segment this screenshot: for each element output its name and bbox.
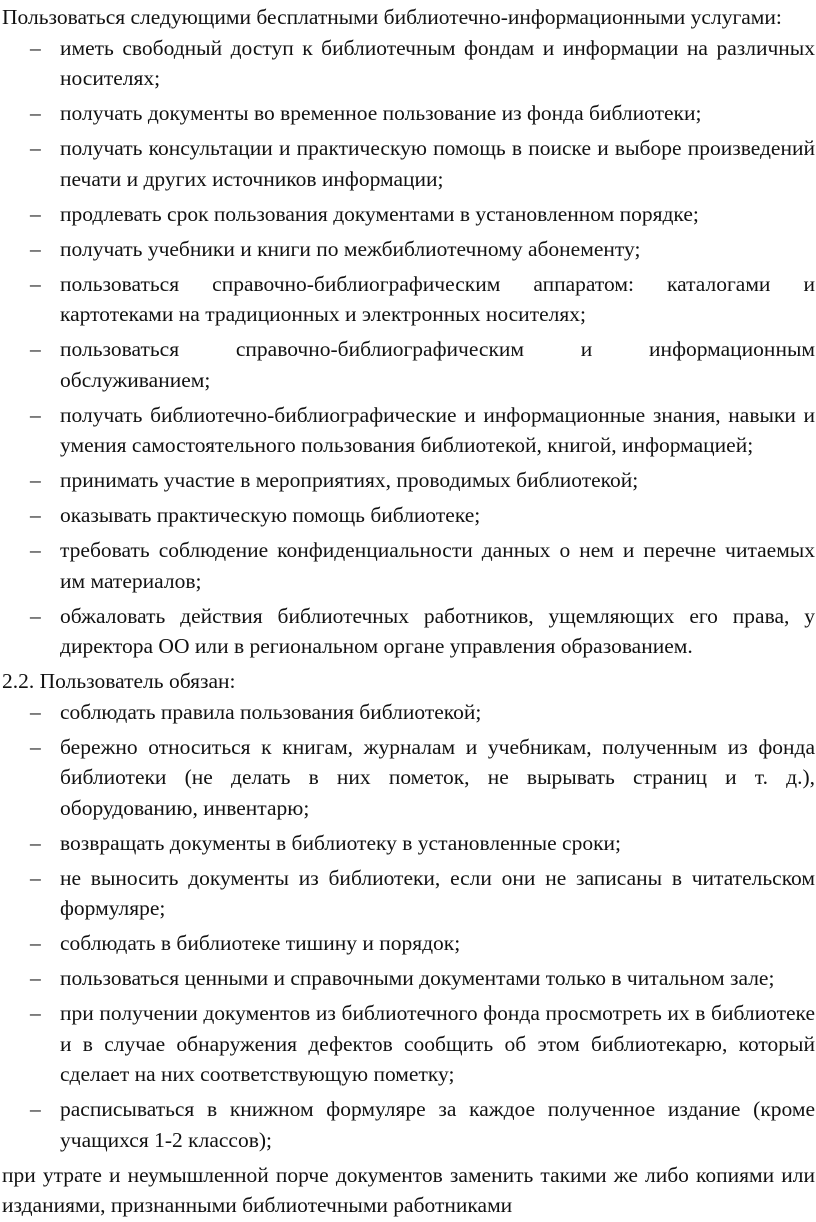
list-item — [2, 535, 815, 596]
list-item-text: получать учебники и книги по межбиблиотечному абонементу; — [60, 236, 641, 261]
dash-marker: – — [30, 402, 41, 427]
list-item — [2, 732, 815, 824]
list-item-text: соблюдать правила пользования библиотекой; — [60, 699, 482, 724]
dash-marker: – — [30, 271, 41, 296]
dash-marker: – — [30, 1001, 41, 1025]
list-item-text: возвращать документы в библиотеку в установленные сроки; — [60, 830, 622, 855]
list-item — [2, 863, 815, 924]
dash-marker: – — [30, 931, 41, 955]
list-item — [2, 133, 815, 194]
dash-marker: – — [30, 830, 41, 855]
list-item — [2, 963, 815, 994]
list-item-text: принимать участие в мероприятиях, проводимых библиотекой; — [60, 468, 639, 492]
list-item — [2, 400, 815, 461]
list-item — [2, 601, 815, 662]
list-item — [2, 465, 815, 496]
list-item — [2, 998, 815, 1090]
dash-marker: – — [30, 603, 41, 628]
list-item-text: бережно относиться к книгам, журналам и учебникам, полученным из фонда библиотеки (не делать в них пометок, не вырывать страниц и т. д.), оборудованию, инвентарю; — [60, 734, 815, 820]
list-item-text: при получении документов из библиотечного фонда просмотреть их в библиотеке и в случае обнаружения дефектов сообщить об этом библиотекарю, который сделает на них соответствующую пометку; — [60, 1001, 815, 1086]
list-item — [2, 697, 815, 728]
list-item — [2, 928, 815, 959]
list-item-text: не выносить документы из библиотеки, если они не записаны в читательском формуляре; — [60, 865, 815, 920]
list-item — [2, 334, 815, 395]
list-item-text: расписываться в книжном формуляре за каждое полученное издание (кроме учащихся 1-2 классов); — [60, 1097, 815, 1152]
rights-list — [2, 33, 815, 662]
list-item — [2, 500, 815, 531]
dash-marker: – — [30, 201, 41, 226]
list-item — [2, 98, 815, 129]
dash-marker: – — [30, 136, 41, 160]
dash-marker: – — [30, 966, 41, 990]
list-item-text: пользоваться справочно-библиографическим аппаратом: каталогами и картотеками на традиционных и электронных носителях; — [60, 271, 815, 326]
list-item — [2, 828, 815, 859]
intro-paragraph: Пользоваться следующими бесплатными библиотечно-информационными услугами: — [2, 5, 782, 29]
dash-marker: – — [30, 699, 41, 724]
list-item-text: пользоваться справочно-библиографическим и информационным обслуживанием; — [60, 337, 815, 392]
dash-marker: – — [30, 1097, 41, 1121]
list-item — [2, 199, 815, 230]
duties-list — [2, 697, 815, 1156]
dash-marker: – — [30, 734, 41, 759]
dash-marker: – — [30, 468, 41, 492]
dash-marker: – — [30, 236, 41, 261]
list-item-text: продлевать срок пользования документами в установленном порядке; — [60, 201, 699, 226]
list-item-text: соблюдать в библиотеке тишину и порядок; — [60, 931, 461, 955]
list-item-text: получать консультации и практическую помощь в поиске и выборе произведений печати и других источников информации; — [60, 136, 815, 191]
list-item-text: требовать соблюдение конфиденциальности данных о нем и перечне читаемых им материалов; — [60, 538, 815, 593]
list-item-text: пользоваться ценными и справочными документами только в читальном зале; — [60, 966, 775, 990]
list-item — [2, 33, 815, 94]
list-item — [2, 234, 815, 265]
dash-marker: – — [30, 35, 41, 60]
list-item — [2, 269, 815, 330]
dash-marker: – — [30, 101, 41, 125]
dash-marker: – — [30, 538, 41, 562]
list-item-text: обжаловать действия библиотечных работников, ущемляющих его права, у директора ОО или в региональном органе управления образованием. — [60, 603, 815, 658]
list-item-text: оказывать практическую помощь библиотеке; — [60, 503, 481, 527]
list-item-text: получать библиотечно-библиографические и информационные знания, навыки и умения самостоятельного пользования библиотекой, книгой, информацией; — [60, 402, 815, 457]
list-item — [2, 1094, 815, 1155]
section-heading: 2.2. Пользователь обязан: — [2, 669, 236, 693]
dash-marker: – — [30, 865, 41, 890]
closing-paragraph: при утрате и неумышленной порче документов заменить такими же либо копиями или изданиями, признанными библиотечными работниками — [2, 1162, 815, 1217]
list-item-text: получать документы во временное пользование из фонда библиотеки; — [60, 101, 702, 125]
dash-marker: – — [30, 503, 41, 527]
dash-marker: – — [30, 337, 41, 361]
list-item-text: иметь свободный доступ к библиотечным фондам и информации на различных носителях; — [60, 35, 815, 90]
